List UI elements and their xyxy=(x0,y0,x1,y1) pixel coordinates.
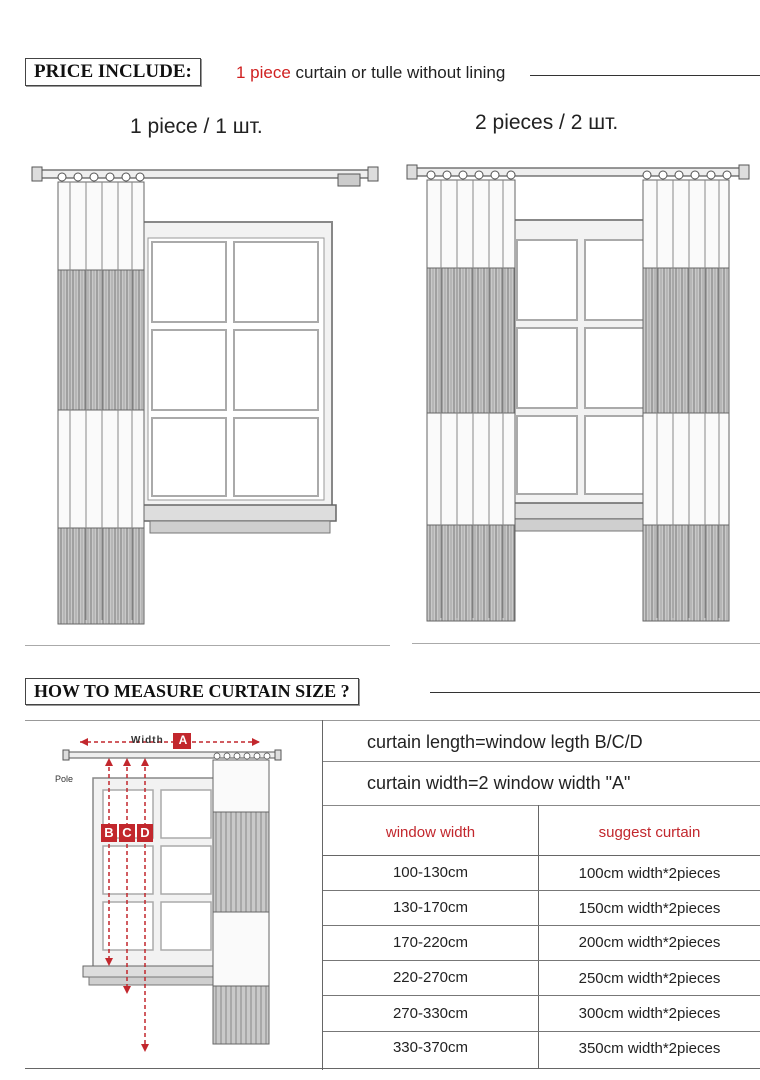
length-rule-line xyxy=(323,761,760,762)
diagram-width-letter: A xyxy=(178,733,188,747)
table-cell-suggest-curtain: 200cm width*2pieces xyxy=(578,934,721,951)
price-include-text xyxy=(236,63,505,83)
size-table-header-line xyxy=(323,855,760,856)
table-cell-window-width: 100-130cm xyxy=(392,864,469,881)
table-row-line xyxy=(323,1031,760,1032)
diagram-letter-b: B xyxy=(104,825,114,840)
measure-diagram xyxy=(45,728,320,1063)
width-rule: curtain width=2 window width "A" xyxy=(367,773,631,793)
diagram-width-label: Width xyxy=(131,735,164,746)
divider-right xyxy=(412,643,760,644)
size-table-header-suggest-curtain: suggest curtain xyxy=(598,824,701,841)
table-row-line xyxy=(323,890,760,891)
length-rule: curtain length=window legth B/C/D xyxy=(367,732,643,752)
measure-frame-top xyxy=(25,720,760,721)
measure-rule xyxy=(430,692,760,693)
price-include-title: PRICE INCLUDE: xyxy=(25,58,201,86)
two-pieces-illustration xyxy=(405,158,755,628)
table-cell-suggest-curtain: 150cm width*2pieces xyxy=(578,900,721,917)
table-cell-window-width: 330-370cm xyxy=(392,1039,469,1056)
diagram-letter-d: D xyxy=(140,825,150,840)
table-cell-suggest-curtain: 350cm width*2pieces xyxy=(578,1040,721,1057)
table-cell-suggest-curtain: 250cm width*2pieces xyxy=(578,970,721,987)
size-table-header-window-width: window width xyxy=(385,824,476,841)
table-row-line xyxy=(323,960,760,961)
table-cell-window-width: 130-170cm xyxy=(392,899,469,916)
diagram-pole-label: Pole xyxy=(55,774,74,784)
table-cell-suggest-curtain: 100cm width*2pieces xyxy=(578,865,721,882)
caption-two-pieces: 2 pieces / 2 шт. xyxy=(475,111,619,134)
diagram-letter-c: C xyxy=(122,825,132,840)
price-include-rule xyxy=(530,75,760,76)
measure-frame-bottom xyxy=(25,1068,760,1069)
table-row-line xyxy=(323,925,760,926)
divider-left xyxy=(25,645,390,646)
measure-title: HOW TO MEASURE CURTAIN SIZE ? xyxy=(25,678,359,705)
one-piece-illustration xyxy=(30,160,390,630)
price-include-rest: curtain or tulle without lining xyxy=(290,63,506,82)
table-cell-window-width: 220-270cm xyxy=(392,969,469,986)
caption-one-piece: 1 piece / 1 шт. xyxy=(130,115,263,138)
table-cell-window-width: 170-220cm xyxy=(392,934,469,951)
table-row-line xyxy=(323,995,760,996)
price-include-highlight: 1 piece xyxy=(236,63,291,82)
width-rule-line xyxy=(323,805,760,806)
table-cell-window-width: 270-330cm xyxy=(392,1005,469,1022)
table-cell-suggest-curtain: 300cm width*2pieces xyxy=(578,1005,721,1022)
